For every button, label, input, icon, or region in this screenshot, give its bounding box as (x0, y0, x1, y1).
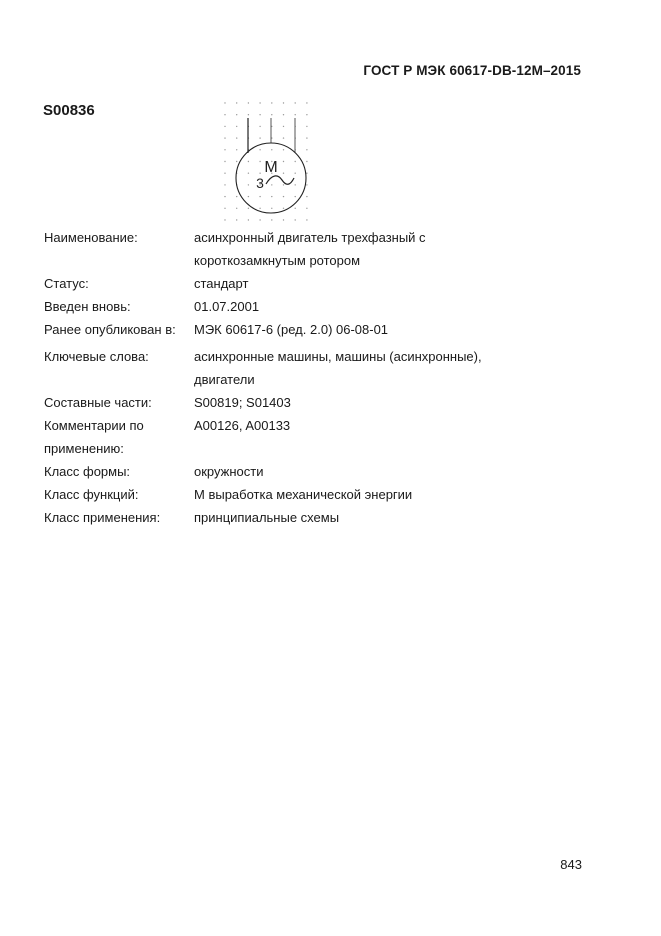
ac-wave-icon (266, 176, 294, 184)
property-row (44, 226, 604, 249)
property-value (194, 437, 604, 460)
property-value: двигатели (194, 372, 255, 387)
property-value: асинхронный двигатель трехфазный с (194, 230, 426, 245)
motor-letter: M (264, 159, 278, 176)
property-value: принципиальные схемы (194, 510, 340, 525)
property-label: Комментарии по (44, 418, 144, 433)
document-header: ГОСТ Р МЭК 60617-DB-12M–2015 (363, 63, 581, 78)
property-row (44, 318, 604, 341)
property-row (44, 506, 604, 529)
phase-count: 3 (256, 175, 264, 191)
property-row (44, 249, 604, 272)
property-label: Класс применения: (44, 510, 161, 525)
symbol-code: S00836 (43, 102, 95, 119)
property-label (44, 249, 194, 272)
property-value: МЭК 60617-6 (ред. 2.0) 06-08-01 (194, 322, 389, 337)
property-value: 01.07.2001 (194, 299, 260, 314)
property-label: Статус: (44, 276, 89, 291)
property-label: Ранее опубликован в: (44, 322, 176, 337)
property-row (44, 437, 604, 460)
property-label: Ключевые слова: (44, 349, 149, 364)
property-label: Составные части: (44, 395, 152, 410)
motor-symbol (222, 100, 318, 226)
property-value: A00126, A00133 (194, 418, 291, 433)
property-row (44, 483, 604, 506)
property-row (44, 345, 604, 368)
property-value: S00819; S01403 (194, 395, 291, 410)
property-label (44, 368, 194, 391)
property-row (44, 414, 604, 437)
property-value: стандарт (194, 276, 249, 291)
property-value: M выработка механической энергии (194, 487, 413, 502)
property-row (44, 391, 604, 414)
property-value: асинхронные машины, машины (асинхронные), (194, 349, 482, 364)
page-number: 843 (560, 857, 582, 872)
property-row (44, 295, 604, 318)
property-row (44, 368, 604, 391)
property-label: применению: (44, 441, 124, 456)
property-label: Класс формы: (44, 464, 131, 479)
property-row (44, 272, 604, 295)
async-motor-icon (222, 100, 318, 226)
property-value: короткозамкнутым ротором (194, 253, 361, 268)
property-label: Наименование: (44, 230, 138, 245)
property-value: окружности (194, 464, 264, 479)
property-label: Введен вновь: (44, 299, 131, 314)
property-label: Класс функций: (44, 487, 139, 502)
property-row (44, 460, 604, 483)
symbol-properties (44, 226, 604, 529)
